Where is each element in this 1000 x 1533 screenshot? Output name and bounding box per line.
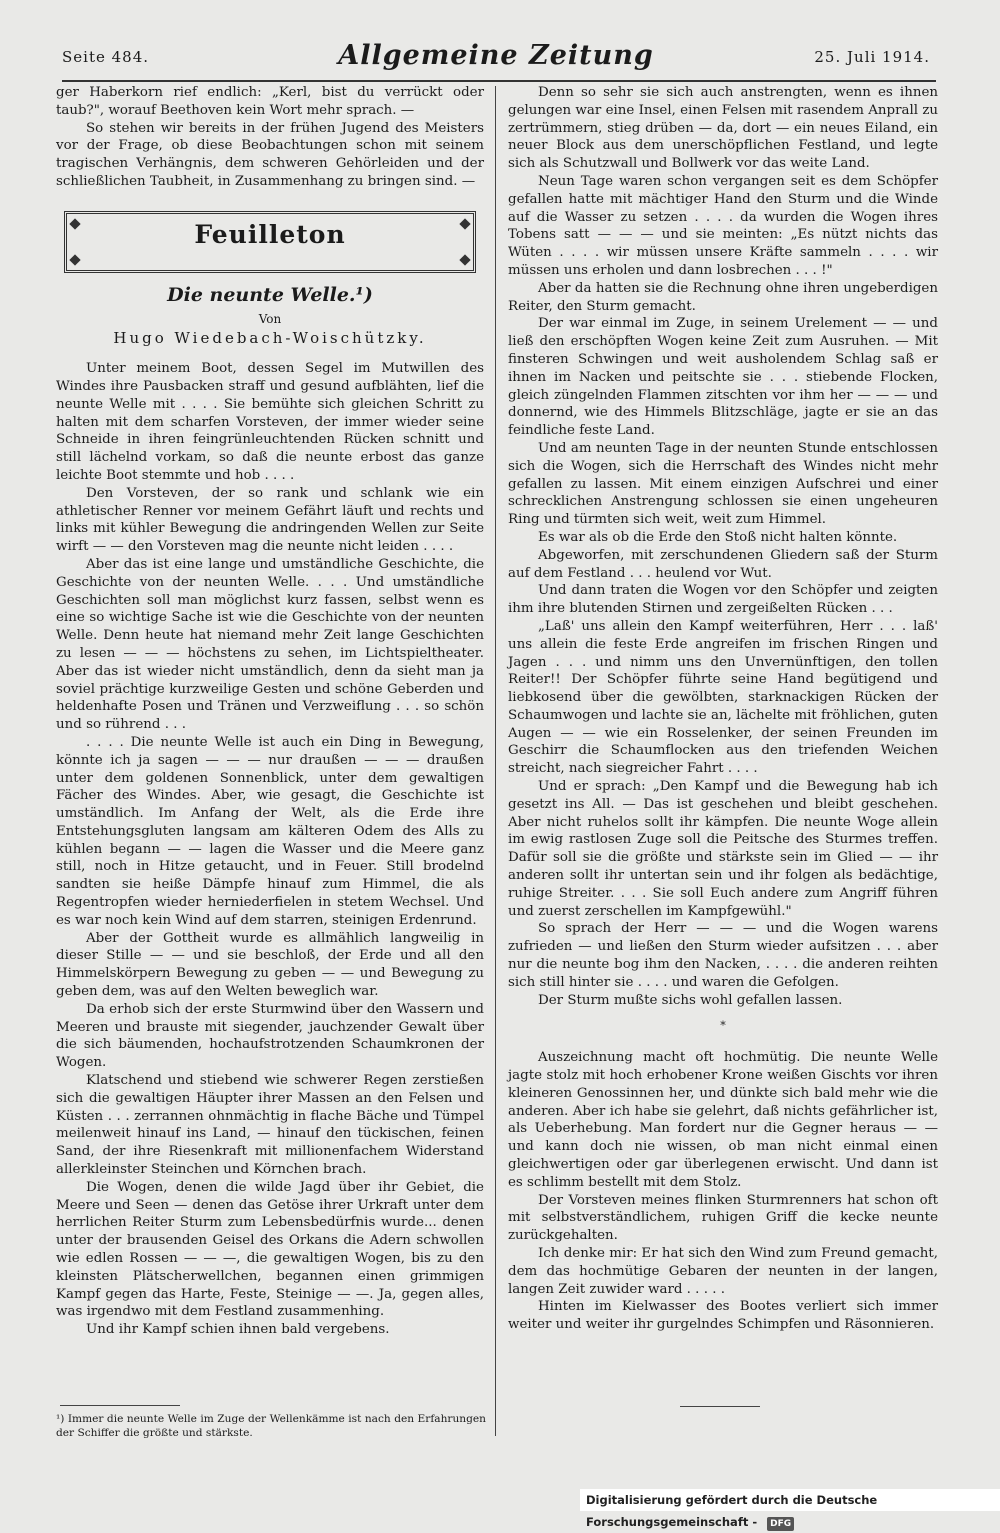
page-header (62, 40, 930, 80)
story-paragraph: Abgeworfen, mit zerschundenen Gliedern saß der Sturm auf dem Festland . . . heulend vor Wut. (508, 547, 938, 581)
story-paragraph: Hinten im Kielwasser des Bootes verliert sich immer weiter und weiter ihr gurgelndes Schimpfen und Räsonnieren. (508, 1299, 938, 1333)
header-rule (62, 80, 936, 82)
story-paragraph: Der Vorsteven meines flinken Sturmrenners hat schon oft mit selbstverständlichem, ruhigen Griff die kecke neunte zurückgehalten. (508, 1192, 938, 1244)
story-paragraph: Und dann traten die Wogen vor den Schöpfer und zeigten ihm ihre blutenden Stirnen und zergeißelten Rücken . . . (508, 583, 938, 617)
byline-von: Von (258, 311, 282, 326)
newspaper-title: Allgemeine Zeitung (338, 40, 654, 71)
story-paragraph: Auszeichnung macht oft hochmütig. Die neunte Welle jagte stolz mit hoch erhobener Krone weißen Gischts vor ihren kleineren Genossinnen her, und dünkte sich bald mehr wie die anderen. Aber ich habe sie gelehrt, daß nichts gefährlicher ist, als Ueberhebung. Man fordert nur die Gegner heraus — — und kann doch nie wissen, ob man nicht einmal einen gleichwertigen oder gar überlegenen erwischt. Und dann ist es schlimm bestellt mit dem Stolz. (508, 1050, 938, 1190)
story-paragraph: Klatschend und stiebend wie schwerer Regen zerstießen sich die gewaltigen Häupter ihrer Massen an den Felsen und Küsten . . . zerrannen ohnmächtig in flache Bäche und Tümpel meilenweit hinauf ins Land, — hinauf den tückischen, feinen Sand, der ihre Riesenkraft mit millionenfachem Widerstand allerkleinster Steinchen und Körnchen brach. (56, 1073, 484, 1178)
story-paragraph: Denn so sehr sie sich auch anstrengten, wenn es ihnen gelungen war eine Insel, einen Felsen mit rasendem Anprall zu zertrümmern, stieg drüben — da, dort — ein neues Eiland, ein neuer Block aus dem unerschöpflichen Festland, und legte sich als Schutzwall und Bollwerk vor das weite Land. (508, 85, 938, 172)
left-column (56, 84, 484, 1339)
right-column (508, 84, 938, 1334)
page-number: Seite 484. (62, 48, 150, 66)
story-paragraph: Neun Tage waren schon vergangen seit es dem Schöpfer gefallen hatte mit mächtiger Hand den Sturm und die Winde auf die Wasser zu setzen . . . . da wurden die Wogen ihres Tobens satt — — — und sie meinten: „Es nützt nichts das Wüten . . . . wir müssen unsere Kräfte sammeln . . . . wir müssen uns erholen und dann losbrechen . . . !" (508, 173, 938, 278)
column-divider (495, 86, 496, 1436)
story-paragraph: Und ihr Kampf schien ihnen bald vergebens. (86, 1322, 390, 1338)
ornament-icon (69, 254, 80, 265)
footnote: ¹) Immer die neunte Welle im Zuge der Wellenkämme ist nach den Erfahrungen der Schiffer die größte und stärkste. (56, 1413, 486, 1439)
story-paragraph: Aber da hatten sie die Rechnung ohne ihren ungeberdigen Reiter, den Sturm gemacht. (508, 280, 938, 314)
story-paragraph: Aber das ist eine lange und umständliche Geschichte, die Geschichte von der neunten Welle. . . . Und umständliche Geschichten soll man möglichst kurz fassen, selbst wenn es eine so wichtige Sache ist wie die Geschichte von der neunten Welle. Denn heute hat niemand mehr Zeit lange Geschichten zu lesen — — — höchstens zu sehen, im Lichtspieltheater. Aber das ist wieder nicht umständlich, denn da sieht man ja soviel prächtige kurzweilige Gesten und schöne Geberden und heldenhafte Posen und Tränen und Verzweiflung . . . so schön und so rührend . . . (56, 556, 484, 733)
story-paragraph: Der war einmal im Zuge, in seinem Urelement — — und ließ den erschöpften Wogen keine Zeit zum Ausruhen. — Mit finsteren Schwingen und weit ausholendem Schlag saß er ihnen im Nacken und peitschte sie . . . stiebende Flocken, gleich züngelnden Flammen zitschten vor ihm her — — — und donnernd, wie des Himmels Blitzschläge, jagte er sie an das feindliche feste Land. (508, 316, 938, 439)
section-separator: * (720, 1019, 726, 1033)
story-paragraph: So sprach der Herr — — — und die Wogen warens zufrieden — und ließen den Sturm wieder aufsitzen . . . aber nur die neunte bog ihm den Nacken, . . . . die anderen reihten sich still hinter sie . . . . und waren die Gefolgen. (508, 921, 938, 990)
story-paragraph: . . . . Die neunte Welle ist auch ein Ding in Bewegung, könnte ich ja sagen — — — nur draußen — — — draußen unter dem goldenen Sonnenblick, unter dem gewaltigen Fächer des Windes. Aber, wie gesagt, die Geschichte ist umständlich. Im Anfang der Welt, als die Erde ihre Entstehungsgluten langsam am kälteren Odem des Alls zu kühlen begann — — lagen die Wasser und die Meere ganz still, noch in Hitze getaucht, und in Feuer. Still brodelnd sandten sie heiße Dämpfe hinauf zum Himmel, die als Regentropfen wieder herniederfielen in stetem Wechsel. Und es war noch kein Wind auf dem starren, steinigen Erdenrund. (56, 734, 484, 928)
ornament-icon (459, 254, 470, 265)
story-paragraph: Den Vorsteven, der so rank und schlank wie ein athletischer Renner vor meinem Gefährt läuft und rechts und links mit kühler Bewegung die andringenden Wellen zur Seite wirft — — den Vorsteven mag die neunte nicht leiden . . . . (56, 485, 484, 555)
story-paragraph: Der Sturm mußte sichs wohl gefallen lassen. (538, 992, 843, 1008)
section-title: Feuilleton (194, 219, 346, 249)
story-paragraph: Da erhob sich der erste Sturmwind über den Wassern und Meeren und brauste mit siegender, jauchzender Gewalt über die sich bäumenden, hochaufstrotzenden Schaumkronen der Wogen. (56, 1001, 484, 1071)
story-paragraph: Und am neunten Tage in der neunten Stunde entschlossen sich die Wogen, sich die Herrschaft des Windes nicht mehr gefallen zu lassen. Mit einem einzigen Aufschrei und einer schrecklichen Anstrengung schlossen sie einen ungeheuren Ring und türmten sich weit, weit zum Himmel. (508, 440, 938, 528)
end-rule (680, 1406, 760, 1407)
intro-paragraph: So stehen wir bereits in der frühen Jugend des Meisters vor der Frage, ob diese Beobachtungen schon mit seinem tragischen Verhängnis, dem schweren Gehörleiden und der schließlichen Taubheit, in Zusammenhang zu bringen sind. — (56, 120, 484, 189)
footnote-rule (60, 1405, 180, 1406)
issue-date: 25. Juli 1914. (814, 48, 930, 66)
dfg-logo-icon: DFG (767, 1517, 794, 1531)
story-title: Die neunte Welle.¹) (167, 283, 373, 306)
story-paragraph: Und er sprach: „Den Kampf und die Bewegung hab ich gesetzt ins All. — Das ist geschehen und bleibt geschehen. Aber nicht ruhelos sollt ihr kämpfen. Die neunte Woge allein im ewig rastlosen Zuge soll die Peitsche des Sturmes treffen. Dafür soll sie die größte und stärkste sein im Glied — — ihr anderen sollt ihr untertan sein und ihr folgen als bedächtige, ruhige Streiter. . . . Sie soll Euch andere zum Angriff führen und zuerst zerschellen im Kampfgewühl." (508, 779, 938, 919)
intro-paragraph: ger Haberkorn rief endlich: „Kerl, bist du verrückt oder taub?", worauf Beethoven kein Wort mehr sprach. — (56, 85, 484, 118)
digitization-credit (580, 1489, 1000, 1529)
author-name: Hugo Wiedebach-Woischützky. (113, 329, 427, 348)
story-paragraph: „Laß' uns allein den Kampf weiterführen, Herr . . . laß' uns allein die feste Erde angreifen im frischen Ringen und Jagen . . . und nimm uns den Unvernünftigen, den tollen Reiter!! Der Schöpfer führte seine Hand begütigend und liebkosend über die gewölbten, starknackigen Rücken der Schaumwogen und lachte sie an, lächelte mit fröhlichen, guten Augen — — wie ein Rosselenker, der seinen Freunden im Geschirr die Schaumflocken aus den triefenden Weichen streicht, nach siegreicher Fahrt . . . . (508, 618, 938, 777)
credit-text: Digitalisierung gefördert durch die Deutsche Forschungsgemeinschaft - (586, 1493, 878, 1529)
story-paragraph: Aber der Gottheit wurde es allmählich langweilig in dieser Stille — — und sie beschloß, der Erde und all den Himmelskörpern Bewegung zu geben — — und Bewegung zu geben dem, was auf den Welten beweglich war. (56, 930, 484, 1000)
story-paragraph: Die Wogen, denen die wilde Jagd über ihr Gebiet, die Meere und Seen — denen das Getöse ihrer Urkraft unter dem herrlichen Reiter Sturm zum Lebensbedürfnis wurde... denen unter der brausenden Geisel des Orkans die Adern schwollen wie edlen Rossen — — —, die gewaltigen Wogen, bis zu den kleinsten Plätscherwellchen, begannen einen grimmigen Kampf gegen das Harte, Feste, Steinige — —. Ja, gegen alles, was irgendwo mit dem Festland zusammenhing. (56, 1179, 484, 1320)
feuilleton-box (64, 211, 476, 273)
story-paragraph: Ich denke mir: Er hat sich den Wind zum Freund gemacht, dem das hochmütige Gebaren der neunten in der langen, langen Zeit zuwider ward . . . . . (508, 1246, 938, 1297)
story-paragraph: Es war als ob die Erde den Stoß nicht halten könnte. (538, 529, 898, 545)
story-paragraph: Unter meinem Boot, dessen Segel im Mutwillen des Windes ihre Pausbacken straff und gesund aufblähten, lief die neunte Welle mit . . . . Sie bemühte sich gleichen Schritt zu halten mit dem scharfen Vorsteven, der immer wieder seine Schneide in ihren feingrünleuchtenden Rücken schnitt und still lächelnd vorkam, so daß die neunte erbost das ganze leichte Boot stemmte und hob . . . . (56, 361, 484, 483)
